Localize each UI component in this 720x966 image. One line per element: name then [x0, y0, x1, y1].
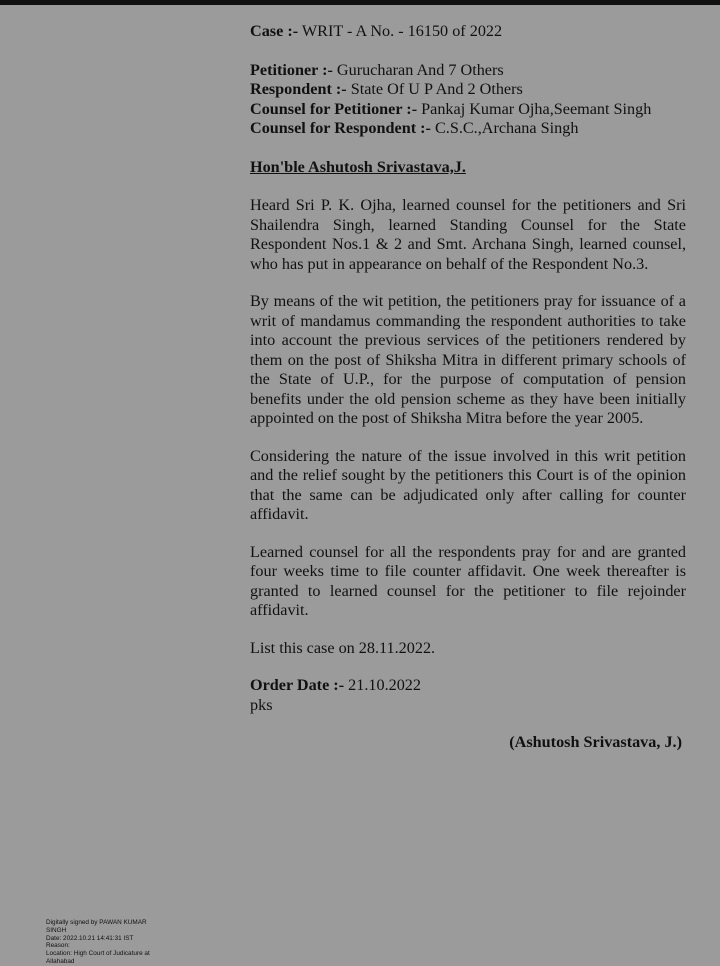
petitioner-label: Petitioner :- — [250, 60, 333, 79]
petitioner-counsel-label: Counsel for Petitioner :- — [250, 99, 418, 118]
paragraph-prayer: By means of the wit petition, the petitioners pray for issuance of a writ of mandamus commanding the respondent authorities to take into account the previous services of the petitioners rendered by them on the post of Shiksha Mitra in different primary schools of the State of U.P., for the purpose of computation of pension benefits under the old pension scheme as they have been initially appointed on the post of Shiksha Mitra before the year 2005. — [250, 292, 686, 427]
respondent-counsel-value: C.S.C.,Archana Singh — [434, 119, 579, 137]
case-number-line — [250, 22, 686, 42]
stamp-line-date: Date: 2022.10.21 14:41:31 IST — [46, 934, 134, 942]
stamp-line-name: SINGH — [46, 926, 67, 934]
respondent-counsel-label: Counsel for Respondent :- — [250, 119, 431, 137]
order-document — [250, 22, 686, 753]
stamp-line-location: Location: High Court of Judicature at — [46, 950, 150, 958]
stamp-line-signed-by: Digitally signed by PAWAN KUMAR — [46, 919, 147, 926]
respondent-line — [250, 80, 686, 100]
petitioner-counsel-line — [250, 100, 686, 120]
stamp-line-reason: Reason: — [46, 942, 70, 950]
paragraph-consideration: Considering the nature of the issue involved in this writ petition and the relief sought by the petitioners this Court is of the opinion that the same can be adjudicated only after calling for counter affidavit. — [250, 446, 686, 523]
respondent-value: State Of U P And 2 Others — [350, 80, 523, 98]
petitioner-counsel-value: Pankaj Kumar Ojha,Seemant Singh — [421, 99, 652, 118]
case-label: Case :- — [250, 22, 299, 40]
order-date-line — [250, 676, 686, 696]
judge-heading: Hon'ble Ashutosh Srivastava,J. — [250, 157, 466, 176]
order-date-value: 21.10.2022 — [348, 676, 421, 694]
paragraph-listing: List this case on 28.11.2022. — [250, 638, 436, 657]
order-date-label: Order Date :- — [250, 676, 345, 694]
judge-signature: (Ashutosh Srivastava, J.) — [509, 733, 682, 751]
stamp-line-location-city: Allahabad — [46, 957, 75, 965]
top-border — [0, 0, 720, 5]
case-value: WRIT - A No. - 16150 of 2022 — [301, 22, 503, 40]
petitioner-value: Gurucharan And 7 Others — [336, 60, 504, 79]
respondent-label: Respondent :- — [250, 80, 347, 98]
petitioner-line — [250, 61, 686, 81]
paragraph-time-granted: Learned counsel for all the respondents pray for and are granted four weeks time to file counter affidavit. One week thereafter is granted to learned counsel for the petitioner to file rejoinder affidavit. — [250, 542, 686, 619]
digital-signature-stamp — [46, 919, 176, 966]
initials: pks — [250, 695, 273, 714]
respondent-counsel-line — [250, 119, 686, 139]
paragraph-hearing: Heard Sri P. K. Ojha, learned counsel for the petitioners and Sri Shailendra Singh, learned Standing Counsel for the State Respondent Nos.1 & 2 and Smt. Archana Singh, learned counsel, who has put in appearance on behalf of the Respondent No.3. — [250, 196, 686, 273]
